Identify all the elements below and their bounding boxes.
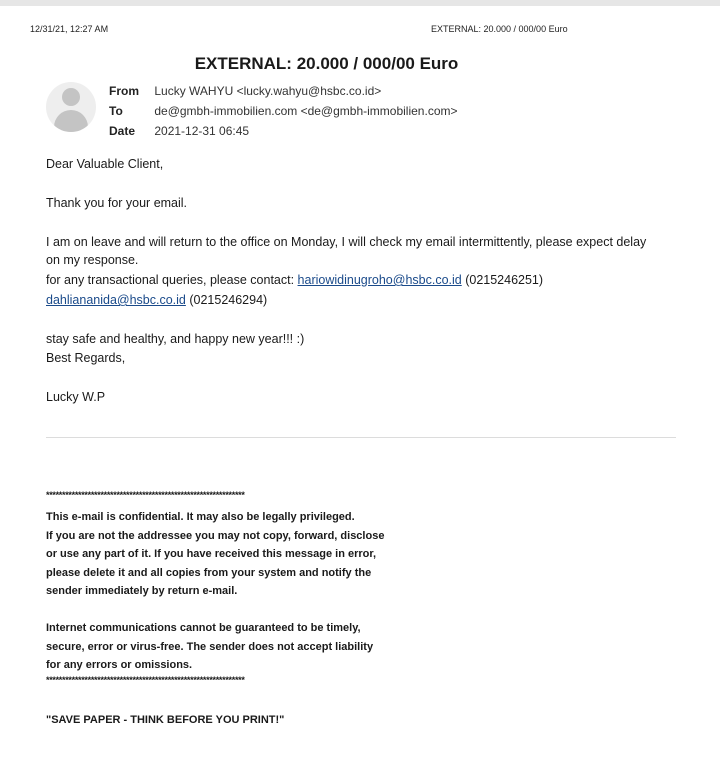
contact2-phone: (0215246294) (185, 293, 268, 307)
disclaimer-line: Internet communications cannot be guaranteed to be timely, (46, 622, 361, 634)
avatar-body-icon (54, 110, 88, 132)
top-band (0, 0, 720, 6)
disclaimer-line: sender immediately by return e-mail. (46, 585, 238, 597)
from-label: From (109, 84, 139, 98)
best-regards: Best Regards, (46, 351, 126, 365)
disclaimer-block-2 (46, 619, 373, 675)
to-row (109, 104, 458, 118)
sender-avatar (46, 82, 96, 132)
disclaimer-line: This e-mail is confidential. It may also be legally privileged. (46, 511, 355, 523)
date-value: 2021-12-31 06:45 (154, 124, 250, 138)
disclaimer-block-1 (46, 508, 384, 601)
from-row (109, 84, 381, 98)
date-label: Date (109, 124, 136, 138)
disclaimer-stars-bottom: ************************************************************** (46, 675, 245, 685)
from-value: Lucky WAHYU <lucky.wahyu@hsbc.co.id> (154, 84, 382, 98)
body-divider (46, 437, 676, 438)
disclaimer-line: please delete it and all copies from your system and notify the (46, 566, 372, 579)
contact2-email-link[interactable]: dahliananida@hsbc.co.id (46, 293, 186, 307)
disclaimer-stars-top: ************************************************************** (46, 490, 245, 500)
signature: Lucky W.P (46, 390, 106, 404)
stay-safe-line: stay safe and healthy, and happy new year!!! :) (46, 332, 305, 346)
contact1-phone: (0215246251) (461, 273, 544, 287)
leave-line-2: on my response. (46, 253, 139, 267)
to-label: To (109, 104, 123, 118)
greeting: Dear Valuable Client, (46, 157, 164, 171)
avatar-head-icon (62, 88, 80, 106)
queries-prefix: for any transactional queries, please contact: (46, 273, 298, 287)
to-value: de@gmbh-immobilien.com <de@gmbh-immobilien.com> (154, 104, 458, 118)
email-subject: EXTERNAL: 20.000 / 000/00 Euro (194, 54, 459, 73)
contact2-line (46, 291, 267, 309)
disclaimer-line: secure, error or virus-free. The sender does not accept liability (46, 640, 374, 653)
thanks-line: Thank you for your email. (46, 196, 188, 210)
print-datetime: 12/31/21, 12:27 AM (30, 24, 109, 34)
leave-line-1: I am on leave and will return to the office on Monday, I will check my email intermittently, please expect delay (46, 235, 647, 249)
date-row (109, 124, 249, 138)
print-title: EXTERNAL: 20.000 / 000/00 Euro (431, 24, 568, 34)
disclaimer-line: for any errors or omissions. (46, 659, 193, 671)
disclaimer-line: or use any part of it. If you have received this message in error, (46, 548, 377, 560)
disclaimer-line: If you are not the addressee you may not copy, forward, disclose (46, 529, 385, 542)
queries-line (46, 271, 543, 289)
contact1-email-link[interactable]: hariowidinugroho@hsbc.co.id (297, 273, 462, 287)
save-paper-note: "SAVE PAPER - THINK BEFORE YOU PRINT!" (46, 714, 285, 726)
